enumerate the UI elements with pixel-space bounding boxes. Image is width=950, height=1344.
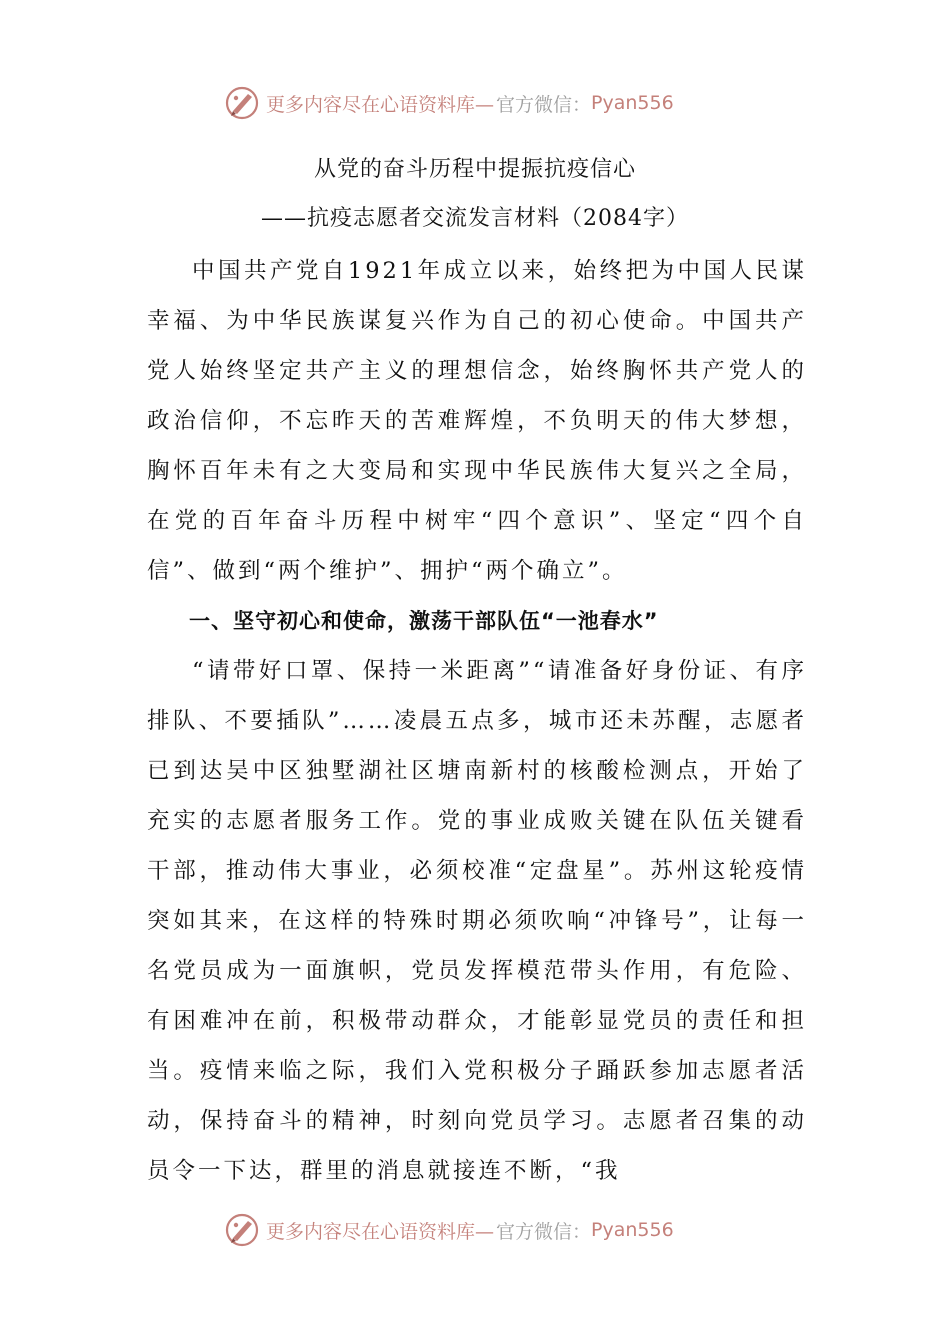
- watermark-wechat-id: Pyan556: [591, 1219, 674, 1241]
- document-subtitle: ——抗疫志愿者交流发言材料（2084字）: [261, 206, 689, 231]
- pen-logo-icon: [224, 85, 260, 121]
- watermark-contact-label: 官方微信：: [496, 93, 592, 116]
- watermark-header: [224, 83, 744, 123]
- paragraph-2: “请带好口罩、保持一米距离”“请准备好身份证、有序排队、不要插队”……凌晨五点多，城市还未苏醒，志愿者已到达吴中区独墅湖社区塘南新村的核酸检测点，开始了充实的志愿者服务工作。党的事业成败关键在队伍关键看干部，推动伟大事业，必须校准“定盘星”。苏州这轮疫情突如其来，在这样的特殊时期必须吹响“冲锋号”，让每一名党员成为一面旗帜，党员发挥模范带头作用，有危险、有困难冲在前，积极带动群众，才能彰显党员的责任和担当。疫情来临之际，我们入党积极分子踊跃参加志愿者活动，保持奋斗的精神，时刻向党员学习。志愿者召集的动员令一下达，群里的消息就接连不断，“我: [147, 658, 807, 1184]
- document-title: 从党的奋斗历程中提振抗疫信心: [313, 157, 636, 182]
- watermark-footer: [224, 1210, 744, 1250]
- document-body: [147, 246, 807, 1196]
- pen-logo-icon: [224, 1212, 260, 1248]
- paragraph-1: 中国共产党自1921年成立以来，始终把为中国人民谋幸福、为中华民族谋复兴作为自己的初心使命。中国共产党人始终坚定共产主义的理想信念，始终胸怀共产党人的政治信仰，不忘昨天的苦难辉煌，不负明天的伟大梦想，胸怀百年未有之大变局和实现中华民族伟大复兴之全局，在党的百年奋斗历程中树牢“四个意识”、坚定“四个自信”、做到“两个维护”、拥护“两个确立”。: [147, 258, 807, 584]
- watermark-wechat-id: Pyan556: [591, 92, 674, 114]
- section-heading-1: 一、坚守初心和使命，激荡干部队伍“一池春水”: [189, 609, 659, 633]
- watermark-contact-label: 官方微信：: [496, 1220, 592, 1243]
- watermark-site-text: 更多内容尽在心语资料库—: [266, 1220, 495, 1243]
- watermark-site-text: 更多内容尽在心语资料库—: [266, 93, 495, 116]
